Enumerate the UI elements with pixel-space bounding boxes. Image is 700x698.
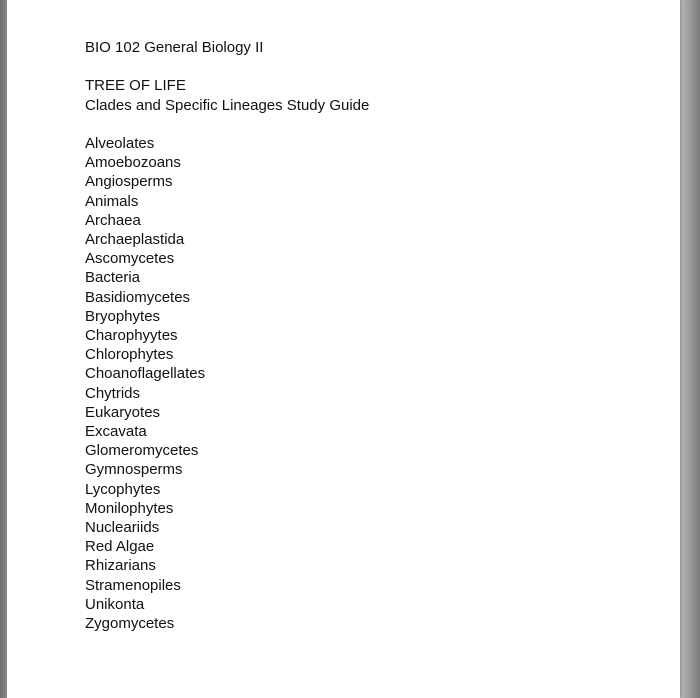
document-page	[7, 0, 680, 698]
list-item: Monilophytes	[85, 499, 174, 517]
page-content	[85, 38, 369, 633]
list-item: Alveolates	[85, 135, 155, 152]
list-item: Amoebozoans	[85, 154, 181, 172]
tree-of-life-heading: TREE OF LIFE	[85, 77, 186, 94]
list-item: Basidiomycetes	[85, 288, 191, 306]
list-item: Red Algae	[85, 538, 155, 556]
list-item: Bryophytes	[85, 307, 161, 325]
list-item: Ascomycetes	[85, 250, 175, 268]
list-item: Charophyytes	[85, 327, 178, 345]
section-heading	[85, 76, 369, 116]
list-item: Excavata	[85, 423, 147, 441]
list-item: Lycophytes	[85, 480, 161, 498]
list-item: Rhizarians	[85, 557, 156, 575]
list-item: Nucleariids	[85, 519, 160, 537]
study-guide-subheading: Clades and Specific Lineages Study Guide	[85, 97, 370, 114]
list-item: Chlorophytes	[85, 346, 174, 364]
list-item: Unikonta	[85, 595, 145, 613]
term-list	[85, 134, 369, 633]
list-item: Archaeplastida	[85, 231, 185, 249]
list-item: Chytrids	[85, 384, 141, 402]
list-item: Zygomycetes	[85, 615, 175, 633]
list-item: Stramenopiles	[85, 576, 181, 594]
list-item: Angiosperms	[85, 173, 173, 191]
list-item: Bacteria	[85, 269, 141, 287]
list-item: Animals	[85, 192, 139, 210]
list-item: Gymnosperms	[85, 461, 183, 479]
list-item: Archaea	[85, 211, 141, 229]
list-item: Choanoflagellates	[85, 365, 206, 383]
course-title: BIO 102 General Biology II	[85, 39, 264, 56]
list-item: Eukaryotes	[85, 403, 161, 421]
list-item: Glomeromycetes	[85, 442, 199, 460]
